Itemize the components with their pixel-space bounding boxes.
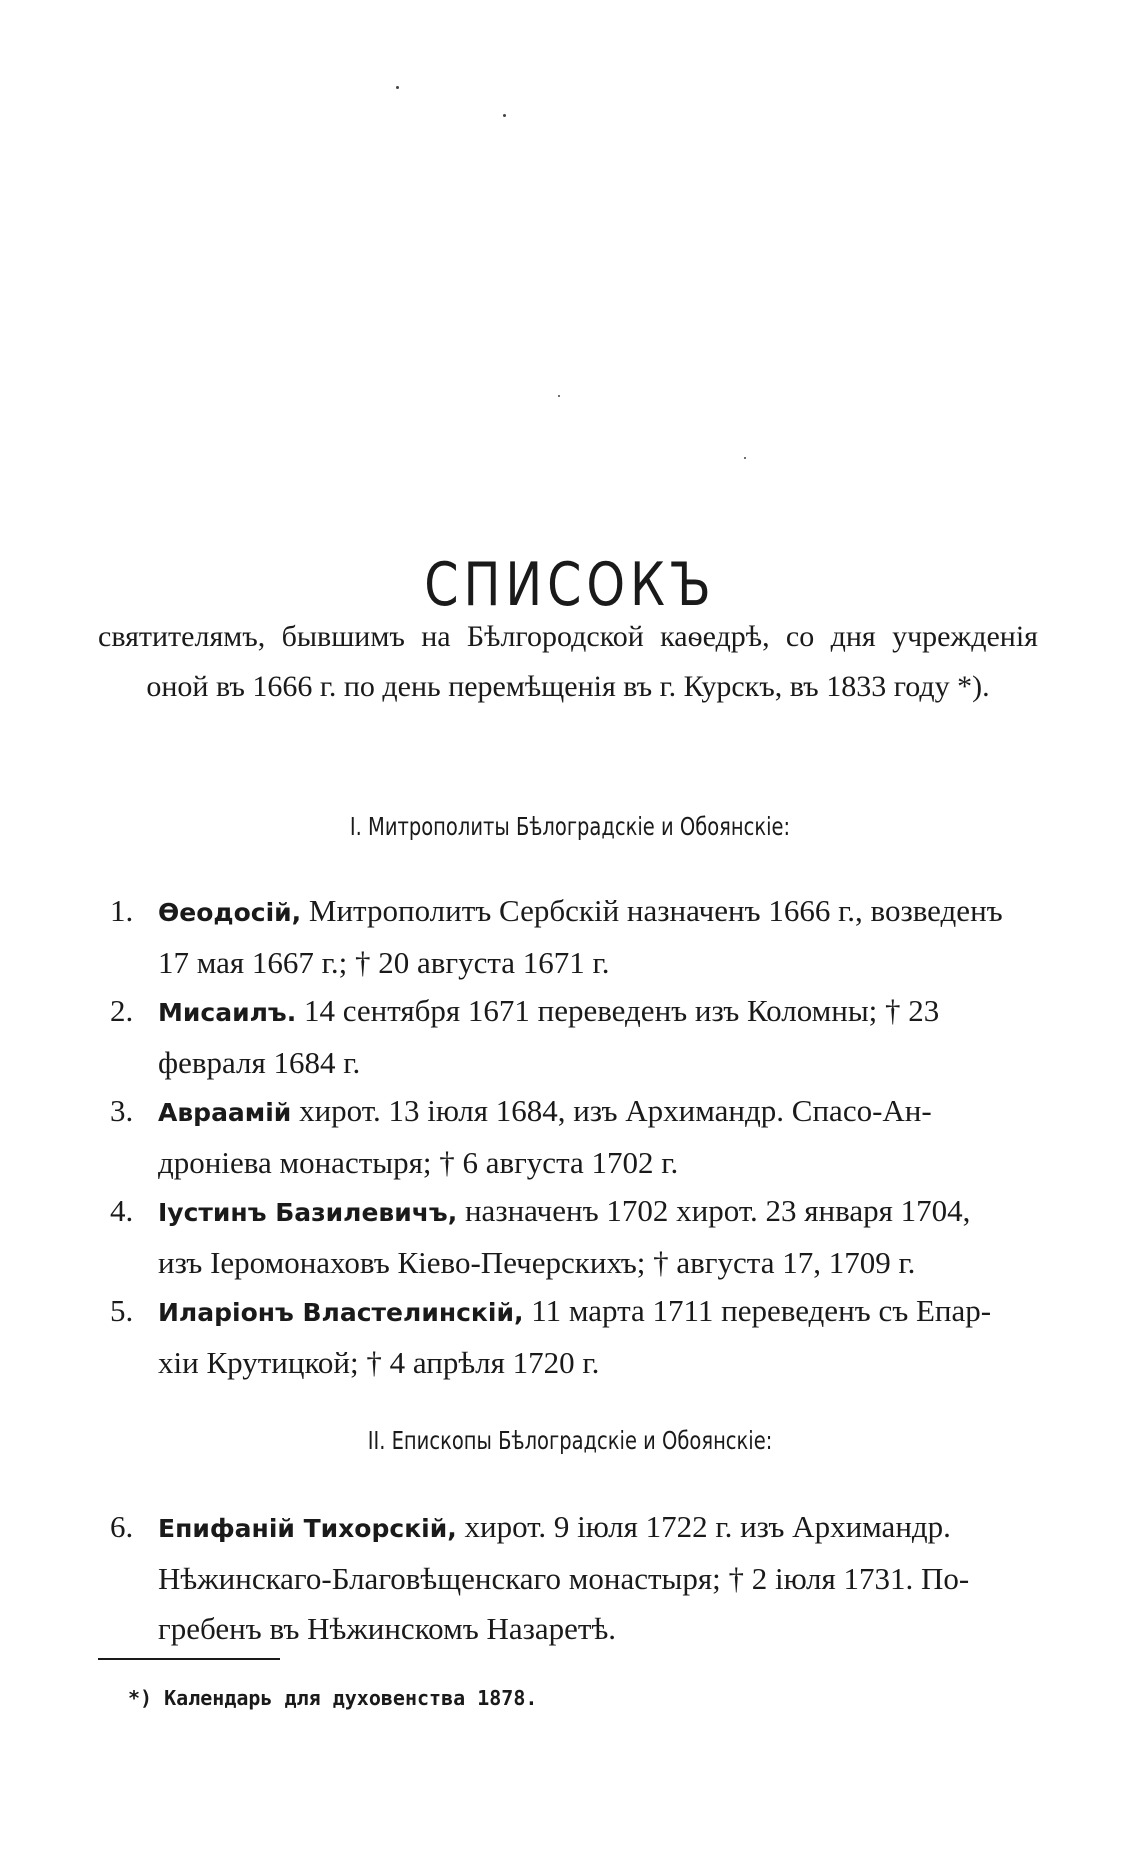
entry-text-cont: февраля 1684 г. [158,1045,361,1080]
list-item [110,1186,1035,1288]
entry-text: 11 марта 1711 переведенъ съ Епар- [523,1293,992,1328]
entry-text: 14 сентября 1671 переведенъ изъ Коломны; † 23 [296,993,940,1028]
entry-number: 4. [110,1193,134,1228]
list-item [110,986,1035,1088]
entry-number: 3. [110,1093,134,1128]
entry-text-cont: Нѣжинскаго-Благовѣщенскаго монастыря; † 2 іюля 1731. По- [158,1561,970,1596]
entry-name: Ѳеодосій, [158,898,302,927]
entry-text-cont: 17 мая 1667 г.; † 20 августа 1671 г. [158,945,610,980]
section-heading-bishops: II. Епископы Бѣлоградскіе и Обоянскіе: [367,1426,773,1455]
entry-text: хирот. 9 іюля 1722 г. изъ Архимандр. [456,1509,951,1544]
list-item [110,886,1035,988]
entry-number: 1. [110,893,134,928]
footnote: *) Календарь для духовенства 1878. [128,1686,538,1710]
entry-number: 5. [110,1293,134,1328]
section-heading-metropolitans: I. Митрополиты Бѣлоградскіе и Обоянскіе: [349,812,791,841]
footnote-divider [98,1658,280,1660]
entry-text: хирот. 13 іюля 1684, изъ Архимандр. Спасо-Ан- [291,1093,932,1128]
scan-speck [558,395,560,397]
page-subtitle: святителямъ, бывшимъ на Бѣлгородской каѳедрѣ, со дня учрежденія оной въ 1666 г. по день перемѣщенія въ г. Курскъ, въ 1833 году *). [98,620,1038,703]
list-item [110,1502,1035,1654]
entry-name: Мисаилъ. [158,998,297,1027]
entry-name: Авраамій [158,1098,292,1127]
entry-name: Епифаній Тихорскій, [158,1514,457,1543]
page-title: СПИСОКЪ [424,550,716,621]
entry-text-cont: изъ Іеромонаховъ Кіево-Печерскихъ; † августа 17, 1709 г. [158,1245,916,1280]
scan-speck [396,86,399,89]
entry-name: Іустинъ Базилевичъ, [158,1198,458,1227]
entry-text: Митрополитъ Сербскій назначенъ 1666 г., возведенъ [301,893,1003,928]
scan-speck [744,457,746,459]
entry-text-cont: хіи Крутицкой; † 4 апрѣля 1720 г. [158,1345,600,1380]
entry-number: 6. [110,1509,134,1544]
entry-text-cont: дроніева монастыря; † 6 августа 1702 г. [158,1145,679,1180]
entry-number: 2. [110,993,134,1028]
scan-speck [503,114,506,117]
list-item [110,1286,1035,1388]
entry-text: назначенъ 1702 хирот. 23 января 1704, [457,1193,971,1228]
entry-name: Иларіонъ Властелинскій, [158,1298,524,1327]
entry-text-cont: гребенъ въ Нѣжинскомъ Назаретѣ. [158,1611,617,1646]
list-item [110,1086,1035,1188]
